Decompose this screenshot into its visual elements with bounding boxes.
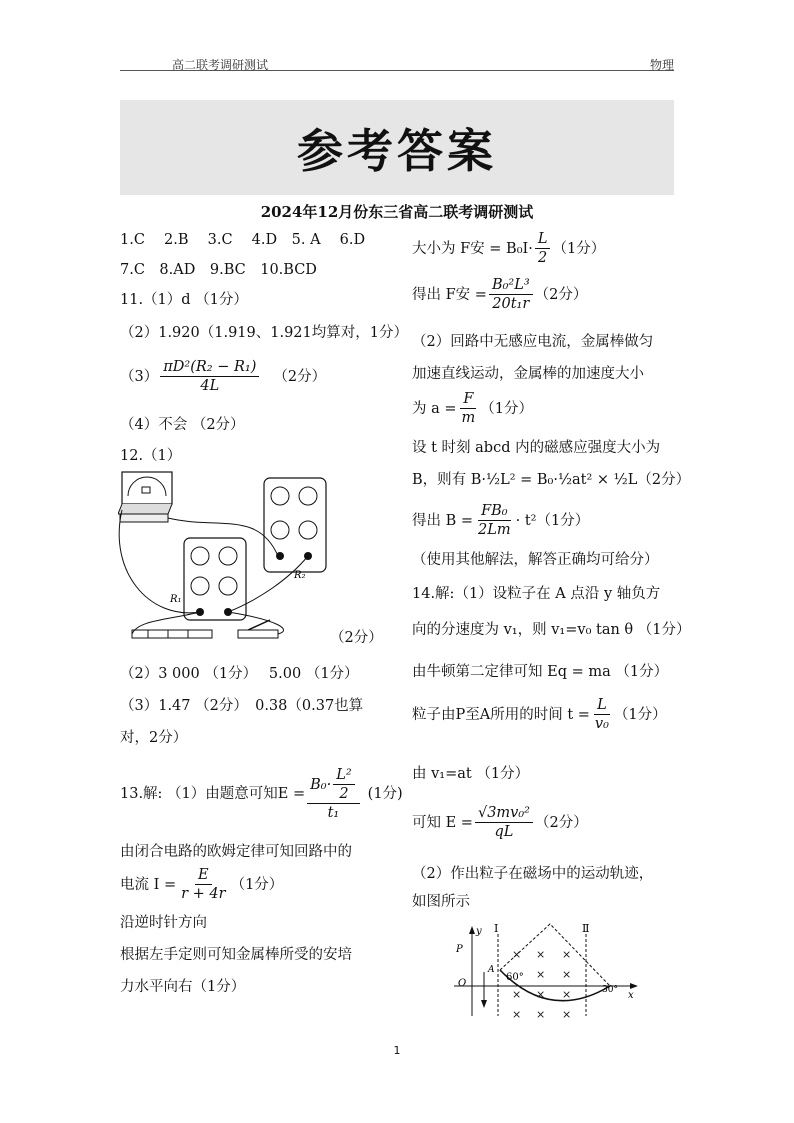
q11-part1: 11.（1）d （1分）: [120, 292, 248, 308]
q12-part2: （2）3 000 （1分） 5.00 （1分）: [120, 666, 359, 682]
q13-line3-numerator: E: [195, 866, 212, 885]
svg-text:×: ×: [562, 948, 572, 961]
q13-line1-prefix: 13.解: （1）由题意可知E =: [120, 786, 306, 802]
q11-part3: [120, 358, 326, 395]
q13-line1-denominator: t₁: [327, 805, 340, 821]
resistance-box-r2-icon: [264, 478, 326, 572]
q11-part3-label: （3）: [120, 368, 159, 385]
q14-line4-prefix: 粒子由P至A所用的时间 t =: [412, 706, 590, 723]
q13-line1: [120, 766, 403, 822]
q13-line3: [120, 866, 283, 903]
q13-line3-fraction: [178, 866, 228, 903]
q13-right-line2-den: 20t₁r: [492, 296, 530, 312]
q13-line1-score: (1分): [367, 786, 403, 802]
header-right: 物理: [650, 58, 675, 72]
q13-right-line8-prefix: 得出 B =: [412, 512, 474, 529]
q14-line7: （2）作出粒子在磁场中的运动轨迹，: [412, 866, 654, 882]
q14-line3: 由牛顿第二定律可知 Eq = ma （1分）: [412, 664, 669, 680]
q12-part3-line2: 对，2分）: [120, 730, 188, 746]
q11-part3-score: （2分）: [273, 368, 327, 385]
q13-right-line5-prefix: 为 a =: [412, 400, 457, 417]
q13-line1-numerator: [307, 766, 360, 804]
svg-text:×: ×: [512, 948, 522, 961]
q13-line6: 力水平向右（1分）: [120, 979, 246, 995]
point-a-label: A: [488, 965, 495, 975]
trajectory-diagram: [450, 922, 640, 1018]
resistance-box-r1-icon: [184, 538, 246, 620]
svg-text:×: ×: [562, 968, 572, 981]
q13-line1-inner-num: L²: [333, 766, 354, 785]
q13-right-line8-post: · t²（1分）: [515, 512, 590, 529]
q13-right-line8-fraction: [475, 502, 514, 539]
q14-line6: [412, 804, 588, 841]
q14-line8: 如图所示: [412, 894, 470, 910]
q13-right-line2-fraction: [489, 276, 533, 313]
mc-answers-line1: 1.C 2.B 3.C 4.D 5. A 6.D: [120, 232, 366, 248]
q12-part1: 12.（1）: [120, 448, 182, 464]
q13-right-line2-prefix: 得出 F安 =: [412, 286, 487, 303]
q13-right-line4: 加速直线运动，金属棒的加速度大小: [412, 366, 644, 382]
q13-right-line8: [412, 502, 589, 539]
point-p-label: P: [456, 944, 463, 955]
r2-label: R₂: [294, 570, 306, 581]
q13-right-line9: （使用其他解法，解答正确均可给分）: [412, 552, 659, 568]
q13-right-line3: （2）回路中无感应电流，金属棒做匀: [412, 334, 654, 350]
q13-right-line1-num: L: [535, 230, 551, 249]
answer-banner: [120, 100, 674, 195]
mc-answers-line2: 7.C 8.AD 9.BC 10.BCD: [120, 262, 317, 278]
q13-right-line2: [412, 276, 587, 313]
q13-right-line1-prefix: 大小为 F安 = B₀I·: [412, 240, 533, 257]
q13-right-line1: [412, 230, 605, 267]
q13-right-line7: B，则有 B·½L² = B₀·½at² × ½L（2分）: [412, 472, 691, 488]
svg-text:×: ×: [536, 948, 546, 961]
q13-line4: 沿逆时针方向: [120, 915, 207, 931]
angle-30-label: 30°: [602, 985, 618, 995]
header-rule: [120, 70, 674, 71]
q13-right-line5: [412, 390, 533, 427]
exam-title: 2024年12月份东三省高二联考调研测试: [260, 203, 534, 221]
q14-line6-score: （2分）: [535, 814, 588, 831]
q14-line2: 向的分速度为 v₁，则 v₁=v₀ tan θ （1分）: [412, 622, 691, 638]
q13-line1-fraction: [307, 766, 360, 822]
q14-line6-num: √3mv₀²: [475, 804, 533, 823]
q13-right-line1-den: 2: [538, 250, 548, 266]
battery-icon: [132, 630, 212, 638]
q13-line3-prefix: 电流 I =: [120, 876, 177, 893]
magnetic-field-crosses: [512, 948, 571, 1018]
q13-line1-numerator-prefix: B₀·: [310, 776, 332, 793]
region-ii-label: Ⅱ: [582, 922, 590, 935]
angle-60-label: 60°: [506, 972, 524, 983]
voltmeter-icon: [118, 472, 172, 522]
page-number: 1: [393, 1044, 401, 1057]
q13-right-line6: 设 t 时刻 abcd 内的磁感应强度大小为: [412, 440, 661, 456]
q13-right-line8-num: FB₀: [478, 502, 511, 521]
q12-part3-line1: （3）1.47 （2分） 0.38（0.37也算: [120, 698, 364, 714]
y-axis-label: y: [476, 926, 482, 937]
q14-line5: 由 v₁=at （1分）: [412, 766, 530, 782]
q14-line4-score: （1分）: [613, 706, 667, 723]
svg-text:×: ×: [512, 988, 522, 1001]
q14-line4-fraction: [592, 696, 612, 733]
q14-line4: [412, 696, 667, 733]
q14-line6-den: qL: [494, 824, 514, 840]
q13-right-line5-den: m: [461, 410, 476, 426]
region-i-label: Ⅰ: [494, 922, 499, 935]
q11-part3-denominator: 4L: [200, 378, 220, 394]
q13-line3-denominator: r + 4r: [181, 886, 226, 902]
svg-text:×: ×: [562, 988, 572, 1001]
svg-text:×: ×: [536, 1008, 546, 1018]
q13-line1-inner-den: 2: [339, 786, 349, 802]
circuit-diagram: [118, 470, 328, 650]
q13-right-line2-score: （2分）: [534, 286, 588, 303]
header-left: 高二联考调研测试: [172, 58, 269, 72]
q13-line1-inner-fraction: [333, 766, 354, 803]
r1-label: R₁: [170, 594, 182, 605]
q13-right-line2-num: B₀²L³: [489, 276, 533, 295]
q13-right-line1-score: （1分）: [552, 240, 606, 257]
svg-text:×: ×: [536, 968, 546, 981]
x-axis-label: x: [628, 990, 634, 1001]
q13-line2: 由闭合电路的欧姆定律可知回路中的: [120, 844, 352, 860]
svg-text:×: ×: [562, 1008, 572, 1018]
q14-line4-den: v₀: [594, 716, 609, 732]
q14-line6-prefix: 可知 E =: [412, 814, 473, 831]
q11-part4: （4）不会 （2分）: [120, 417, 245, 433]
banner-title: 参考答案: [297, 123, 497, 178]
q14-line6-fraction: [475, 804, 533, 841]
svg-text:×: ×: [512, 1008, 522, 1018]
q13-right-line5-score: （1分）: [480, 400, 533, 417]
q14-line4-num: L: [594, 696, 610, 715]
q13-right-line1-fraction: [535, 230, 551, 267]
q13-right-line8-den: 2Lm: [478, 522, 511, 538]
q14-line1: 14.解:（1）设粒子在 A 点沿 y 轴负方: [412, 586, 661, 602]
q11-part3-numerator: πD²(R₂ − R₁): [160, 358, 259, 377]
q12-part1-score: （2分）: [330, 630, 383, 646]
origin-label: O: [458, 978, 467, 989]
svg-text:×: ×: [536, 988, 546, 1001]
q11-part2: （2）1.920（1.919、1.921均算对，1分）: [120, 325, 408, 341]
q13-line5: 根据左手定则可知金属棒所受的安培: [120, 947, 352, 963]
q13-right-line5-fraction: [459, 390, 479, 427]
q13-line3-score: （1分）: [230, 876, 284, 893]
q11-part3-fraction: [160, 358, 259, 395]
q13-right-line5-num: F: [460, 390, 476, 409]
